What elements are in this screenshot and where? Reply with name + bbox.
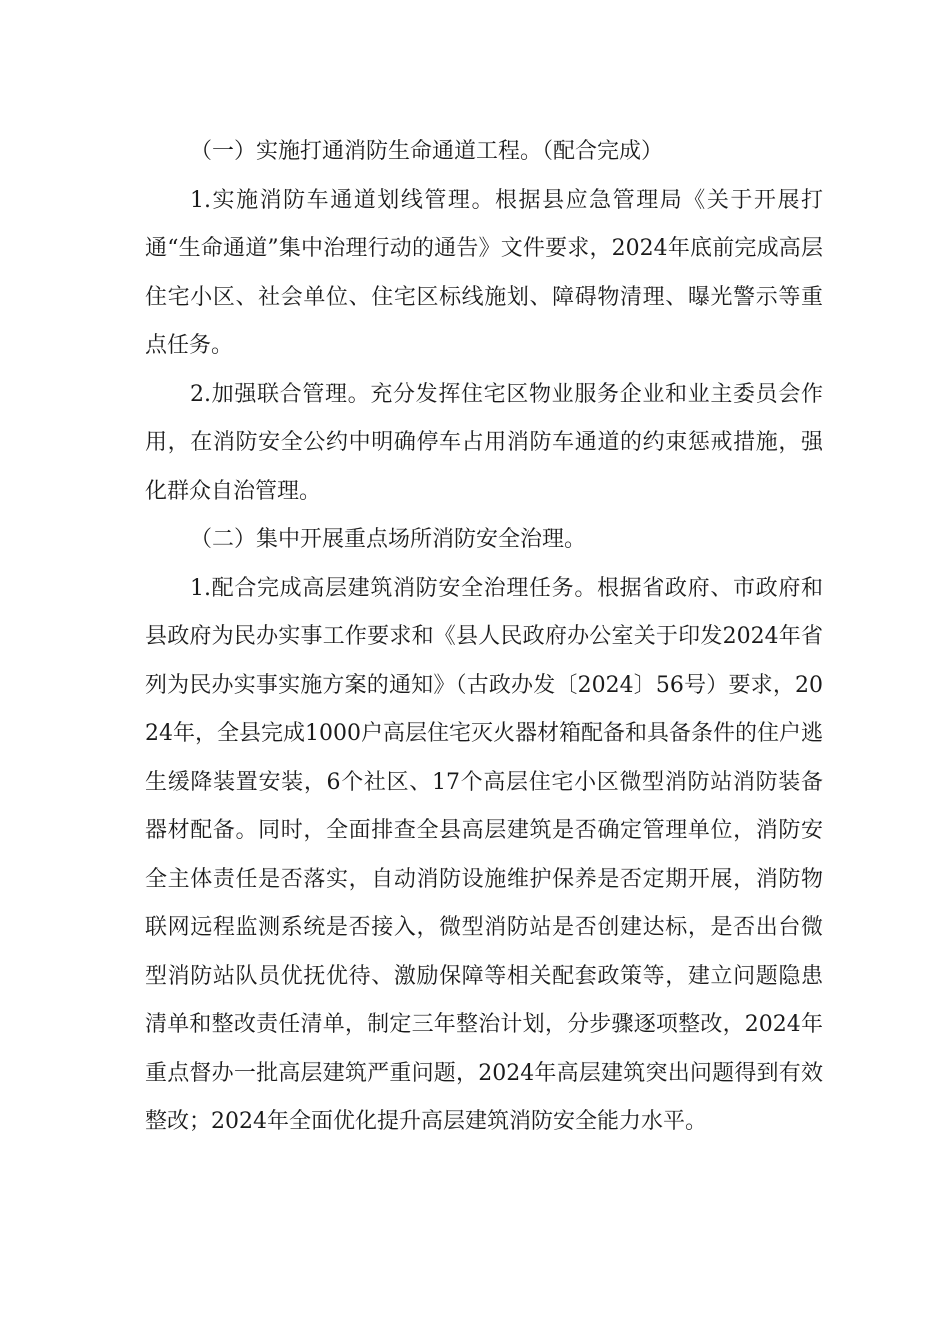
paragraph-2-1: 1.配合完成高层建筑消防安全治理任务。根据省政府、市政府和县政府为民办实事工作要求和《县人民政府办公室关于印发2024年省列为民办实事实施方案的通知》（古政办发〔2024〕56号）要求，2024年，全县完成1000户高层住宅灭火器材箱配备和具备条件的住户逃生缓降装置安装，6个社区、17个高层住宅小区微型消防站消防装备器材配备。同时，全面排查全县高层建筑是否确定管理单位，消防安全主体责任是否落实，自动消防设施维护保养是否定期开展，消防物联网远程监测系统是否接入，微型消防站是否创建达标，是否出台微型消防站队员优抚优待、激励保障等相关配套政策等，建立问题隐患清单和整改责任清单，制定三年整治计划，分步骤逐项整改，2024年重点督办一批高层建筑严重问题，2024年高层建筑突出问题得到有效整改；2024年全面优化提升高层建筑消防安全能力水平。	[145, 575, 823, 1134]
section-heading-1: （一）实施打通消防生命通道工程。（配合完成）	[190, 139, 664, 164]
paragraph-1-2: 2.加强联合管理。充分发挥住宅区物业服务企业和业主委员会作用，在消防安全公约中明确停车占用消防车通道的约束惩戒措施，强化群众自治管理。	[145, 381, 823, 504]
document-page	[145, 128, 823, 1147]
section-heading-2: （二）集中开展重点场所消防安全治理。	[190, 527, 587, 552]
paragraph-1-1: 1.实施消防车通道划线管理。根据县应急管理局《关于开展打通“生命通道”集中治理行动的通告》文件要求，2024年底前完成高层住宅小区、社会单位、住宅区标线施划、障碍物清理、曝光警示等重点任务。	[145, 187, 823, 358]
